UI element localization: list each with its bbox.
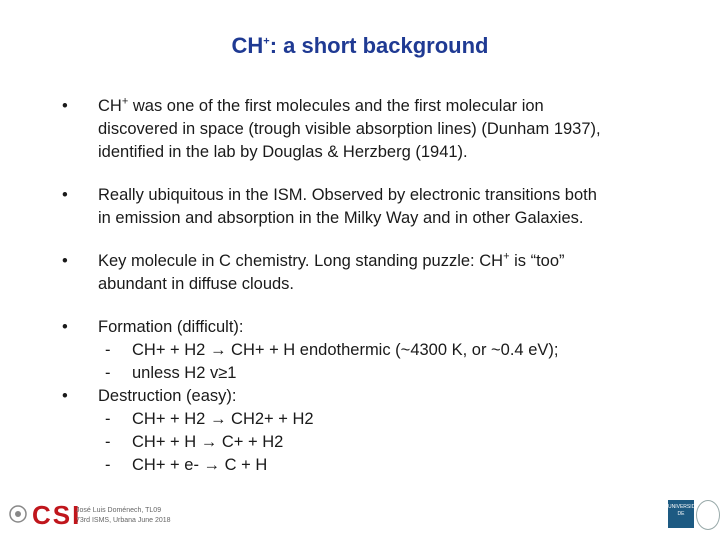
formation-reaction-1-text: CH+ + H2 → CH+ + H endothermic (~4300 K, or ~0.4 eV); [132, 341, 559, 359]
slide-title: CH+: a short background [231, 33, 489, 58]
formation-reaction-2-text: unless H2 v≥1 [132, 364, 237, 382]
bullet-1: • CH+ was one of the first molecules and the first molecular ion discovered in space (trough visible absorption lines) (Dunham 1937), identified in the lab by Douglas & Herzberg (1941). [62, 95, 682, 164]
university-logo-icon: UNIVERSIDAD DE [668, 500, 694, 528]
slide-footer [0, 490, 720, 540]
formation-reaction-1: - CH+ + H2 → CH+ + H endothermic (~4300 K, or ~0.4 eV); [105, 341, 559, 359]
formation-reaction-2: - unless H2 v≥1 [105, 364, 237, 382]
bullet-5: • Destruction (easy): [62, 385, 682, 408]
destruction-reaction-1: - CH+ + H2 → CH2+ + H2 [105, 410, 314, 428]
destruction-reaction-3: - CH+ + e- → C + H [105, 456, 268, 474]
institute-emblem-icon [8, 504, 28, 524]
footer-credit: José Luis Doménech, TL09 73rd ISMS, Urbana June 2018 [76, 507, 171, 524]
bullet-4: • Formation (difficult): [62, 316, 682, 339]
seal-icon [696, 500, 720, 530]
bullet-3: • Key molecule in C chemistry. Long standing puzzle: CH+ is “too” abundant in diffuse clouds. [62, 250, 682, 296]
bullet-list [62, 95, 682, 477]
destruction-reaction-2: - CH+ + H → C+ + H2 [105, 433, 284, 451]
bullet-2: • Really ubiquitous in the ISM. Observed by electronic transitions both in emission and absorption in the Milky Way and in other Galaxies. [62, 184, 682, 230]
csic-logo: CSI [32, 500, 82, 530]
